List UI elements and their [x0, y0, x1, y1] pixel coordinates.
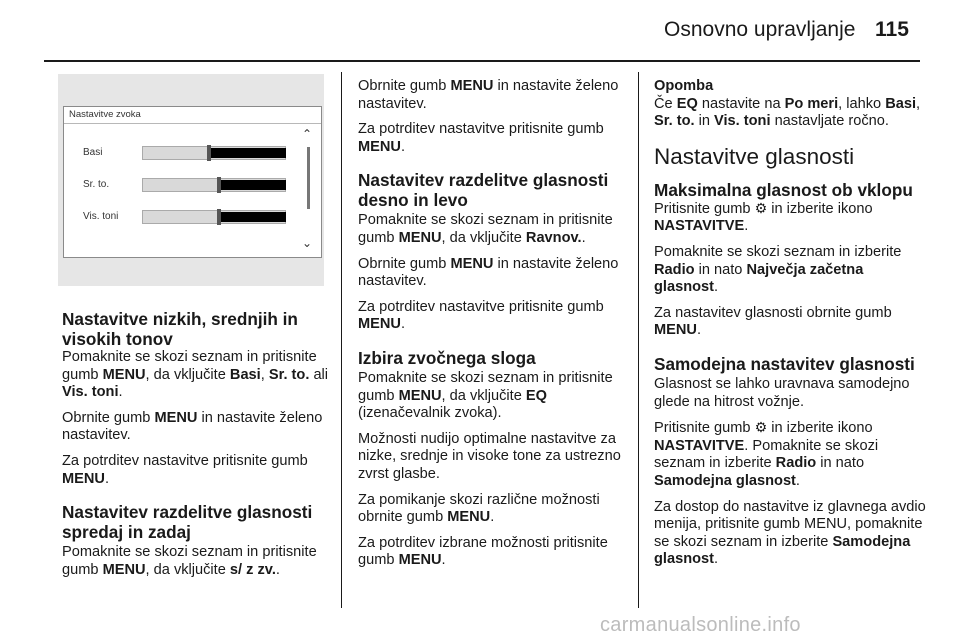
watermark: carmanualsonline.info [600, 614, 801, 636]
paragraph: Glasnost se lahko uravnava samodejno glede na hitrost vožnje. [654, 375, 910, 410]
chapter-heading: Nastavitve glasnosti [654, 143, 855, 169]
slider-knob [217, 177, 221, 193]
section-heading: Nastavitev razdelitve glasnosti spredaj in zadaj [62, 502, 313, 543]
screen-title-divider [64, 123, 321, 124]
section-heading: Nastavitev razdelitve glasnosti desno in levo [358, 170, 609, 211]
paragraph: Obrnite gumb MENU in nastavite želeno nastavitev. [358, 78, 619, 112]
paragraph: Pritisnite gumb ⚙ in izberite ikono NASTAVITVE. Pomaknite se skozi seznam in izberite Radio in nato Samodejna glasnost. [654, 419, 879, 489]
page-header [0, 0, 960, 62]
section-heading: Izbira zvočnega sloga [358, 347, 536, 368]
paragraph: Za nastavitev glasnosti obrnite gumb MENU. [654, 304, 892, 339]
gear-icon: ⚙ [754, 199, 768, 216]
paragraph: Pomaknite se skozi seznam in izberite Radio in nato Največja začetna glasnost. [654, 243, 902, 296]
paragraph: Za dostop do nastavitve iz glavnega avdio menija, pritisnite gumb MENU, pomaknite se skozi seznam in izberite Samodejna glasnost. [654, 498, 926, 568]
paragraph: Za potrditev nastavitve pritisnite gumb MENU. [62, 452, 308, 487]
slider-sr-to [142, 178, 286, 192]
note: Opomba Če EQ nastavite na Po meri, lahko Basi, Sr. to. in Vis. toni nastavljate ročno. [654, 78, 921, 130]
row-label-vis-toni: Vis. toni [83, 211, 119, 222]
paragraph: Možnosti nudijo optimalne nastavitve za nizke, srednje in visoke tone za ustrezno zvrst glasbe. [358, 430, 621, 482]
paragraph: Pomaknite se skozi seznam in pritisnite gumb MENU, da vključite Ravnov.. [358, 212, 613, 246]
slider-knob [217, 209, 221, 225]
column-divider-2 [638, 72, 639, 608]
column-1 [62, 309, 330, 587]
header-rule [44, 60, 920, 62]
paragraph: Obrnite gumb MENU in nastavite želeno nastavitev. [62, 409, 323, 444]
note-title: Opomba [654, 78, 714, 94]
scrollbar [307, 147, 310, 209]
paragraph: Obrnite gumb MENU in nastavite želeno nastavitev. [358, 255, 619, 290]
slider-fill [221, 180, 286, 190]
display-screen [63, 106, 322, 258]
paragraph: Pritisnite gumb ⚙ in izberite ikono NASTAVITVE. [654, 199, 873, 235]
section-heading: Maksimalna glasnost ob vklopu [654, 179, 913, 200]
section-heading: Nastavitve nizkih, srednjih in visokih tonov [62, 309, 298, 349]
slider-knob [207, 145, 211, 161]
scroll-down-icon: ⌄ [302, 236, 313, 250]
slider-basi [142, 146, 286, 160]
gear-icon: ⚙ [754, 419, 768, 436]
paragraph: Za pomikanje skozi različne možnosti obrnite gumb MENU. [358, 491, 600, 526]
section-heading: Samodejna nastavitev glasnosti [654, 353, 915, 374]
slider-fill [211, 148, 286, 158]
page-number: 115 [875, 18, 909, 41]
paragraph: Za potrditev nastavitve pritisnite gumb MENU. [358, 121, 604, 155]
column-divider-1 [341, 72, 342, 608]
sound-settings-screenshot [58, 74, 324, 286]
row-label-basi: Basi [83, 147, 103, 158]
paragraph: Pomaknite se skozi seznam in pritisnite gumb MENU, da vključite EQ (izenačevalnik zvoka). [358, 369, 613, 422]
column-2 [358, 78, 628, 578]
paragraph: Pomaknite se skozi seznam in pritisnite gumb MENU, da vključite Basi, Sr. to. ali Vis. toni. [62, 349, 329, 401]
paragraph: Pomaknite se skozi seznam in pritisnite gumb MENU, da vključite s/ z zv.. [62, 544, 317, 578]
slider-vis-toni [142, 210, 286, 224]
column-3 [654, 78, 926, 577]
paragraph: Za potrditev izbrane možnosti pritisnite gumb MENU. [358, 534, 608, 569]
paragraph: Za potrditev nastavitve pritisnite gumb MENU. [358, 298, 604, 333]
page-title: Osnovno upravljanje [664, 18, 856, 41]
scroll-up-icon: ⌃ [302, 127, 313, 141]
row-label-sr-to: Sr. to. [83, 179, 110, 190]
slider-fill [221, 212, 286, 222]
screen-title: Nastavitve zvoka [69, 109, 141, 120]
